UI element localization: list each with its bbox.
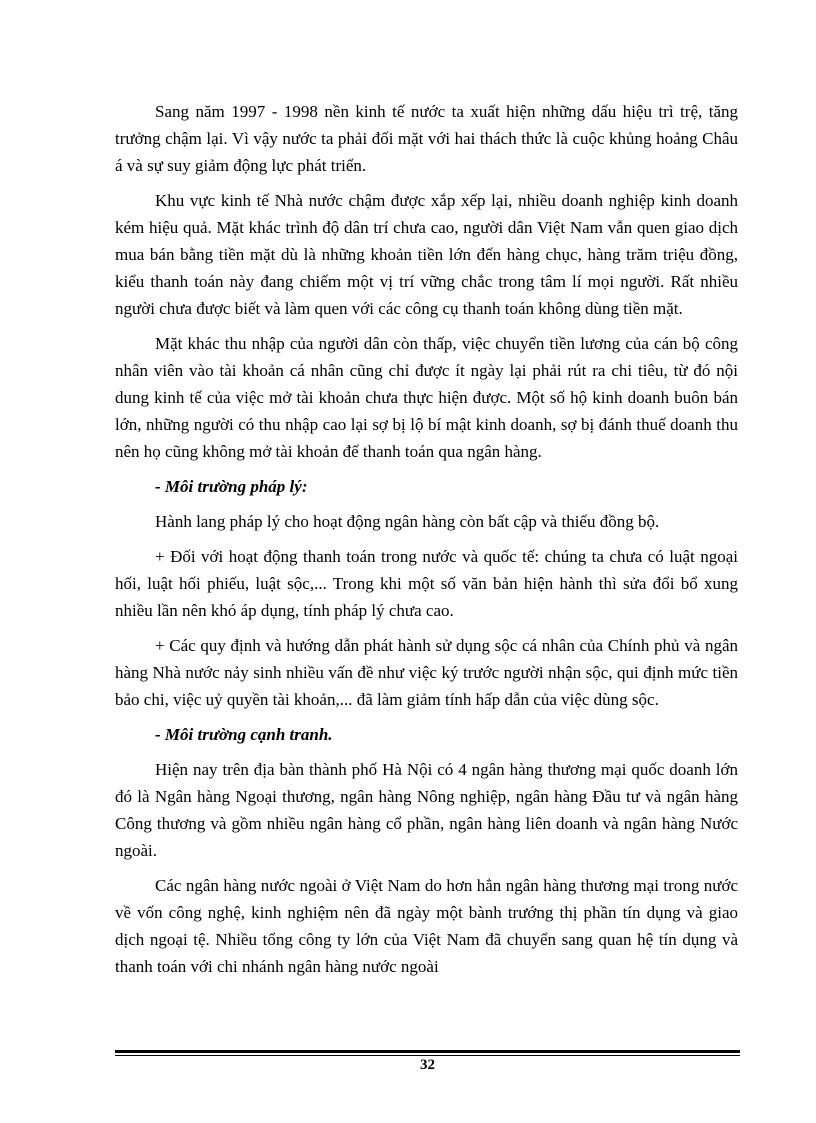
paragraph: Khu vực kinh tế Nhà nước chậm được xắp xếp lại, nhiều doanh nghiệp kinh doanh kém hiệu quả. Mặt khác trình độ dân trí chưa cao, người dân Việt Nam vẫn quen giao dịch mua bán bằng tiền mặt dù là những khoản tiền lớn đến hàng chục, hàng trăm triệu đồng, kiểu thanh toán này đang chiếm một vị trí vững chắc trong tâm lí mọi người. Rất nhiều người chưa được biết và làm quen với các công cụ thanh toán không dùng tiền mặt. bbox=[115, 191, 738, 318]
paragraph: Hành lang pháp lý cho hoạt động ngân hàng còn bất cập và thiếu đồng bộ. bbox=[155, 512, 660, 531]
footer-divider bbox=[115, 1050, 740, 1056]
section-heading-legal: - Môi trường pháp lý: bbox=[155, 477, 308, 496]
section-heading-competition: - Môi trường cạnh tranh. bbox=[155, 725, 333, 744]
paragraph: Mặt khác thu nhập của người dân còn thấp, việc chuyển tiền lương của cán bộ công nhân viên vào tài khoản cá nhân cũng chỉ được ít ngày lại phải rút ra chi tiêu, từ đó nội dung kinh tế của việc mở tài khoản chưa thực hiện được. Một số hộ kinh doanh buôn bán lớn, những người có thu nhập cao lại sợ bị lộ bí mật kinh doanh, sợ bị đánh thuế doanh thu nên họ cũng không mở tài khoản để thanh toán qua ngân hàng. bbox=[115, 334, 738, 461]
paragraph: Sang năm 1997 - 1998 nền kinh tế nước ta xuất hiện những dấu hiệu trì trệ, tăng trưởng chậm lại. Vì vậy nước ta phải đối mặt với hai thách thức là cuộc khủng hoảng Châu á và sự suy giảm động lực phát triển. bbox=[115, 102, 738, 175]
page-body bbox=[115, 98, 738, 988]
page-number: 32 bbox=[420, 1057, 435, 1073]
paragraph: + Đối với hoạt động thanh toán trong nước và quốc tế: chúng ta chưa có luật ngoại hối, luật hối phiếu, luật sộc,... Trong khi một số văn bản hiện hành thì sửa đổi bổ xung nhiều lần nên khó áp dụng, tính pháp lý chưa cao. bbox=[115, 547, 738, 620]
paragraph: Các ngân hàng nước ngoài ở Việt Nam do hơn hẳn ngân hàng thương mại trong nước về vốn công nghệ, kinh nghiệm nên đã ngày một bành trướng thị phần tín dụng và giao dịch ngoại tệ. Nhiều tổng công ty lớn của Việt Nam đã chuyển sang quan hệ tín dụng và thanh toán với chi nhánh ngân hàng nước ngoài bbox=[115, 876, 738, 976]
paragraph: Hiện nay trên địa bàn thành phố Hà Nội có 4 ngân hàng thương mại quốc doanh lớn đó là Ngân hàng Ngoại thương, ngân hàng Nông nghiệp, ngân hàng Đầu tư và ngân hàng Công thương và gồm nhiều ngân hàng cổ phần, ngân hàng liên doanh và ngân hàng Nước ngoài. bbox=[115, 760, 738, 860]
paragraph: + Các quy định và hướng dẫn phát hành sử dụng sộc cá nhân của Chính phủ và ngân hàng Nhà nước nảy sinh nhiều vấn đề như việc ký trước người nhận sộc, qui định mức tiền bảo chi, việc uỷ quyền tài khoản,... đã làm giảm tính hấp dẫn của việc dùng sộc. bbox=[115, 636, 738, 709]
